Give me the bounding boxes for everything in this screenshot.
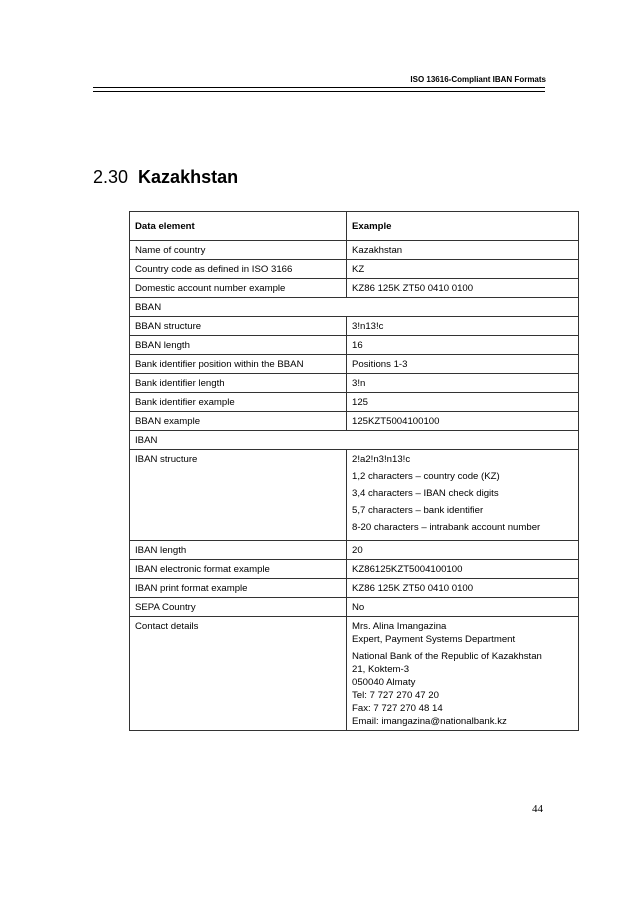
row-label: IBAN structure: [130, 450, 347, 541]
row-label: Bank identifier example: [130, 393, 347, 412]
section-title: Kazakhstan: [138, 167, 239, 187]
row-value: 3!n13!c: [347, 317, 579, 336]
row-label: IBAN print format example: [130, 579, 347, 598]
table-section-row-bban: [130, 298, 579, 317]
header-rule-thick: [93, 87, 545, 88]
contact-line: National Bank of the Republic of Kazakhstan: [352, 651, 542, 662]
iban-structure-line: 5,7 characters – bank identifier: [352, 505, 484, 516]
row-label: Contact details: [130, 617, 347, 731]
table-row: [130, 541, 579, 560]
contact-line: 050040 Almaty: [352, 677, 416, 688]
iban-structure-line: 2!a2!n3!n13!c: [352, 454, 411, 465]
section-heading: [93, 167, 238, 188]
table-row: [130, 355, 579, 374]
row-label: BBAN example: [130, 412, 347, 431]
row-value: KZ86125KZT5004100100: [347, 560, 579, 579]
contact-line: Email: imangazina@nationalbank.kz: [352, 716, 507, 727]
row-value: 125: [347, 393, 579, 412]
table-row: [130, 336, 579, 355]
table-row: [130, 617, 579, 731]
table-row: [130, 560, 579, 579]
column-header-data-element: Data element: [130, 212, 347, 241]
iban-structure-line: 1,2 characters – country code (KZ): [352, 471, 500, 482]
row-label: IBAN length: [130, 541, 347, 560]
row-label: Country code as defined in ISO 3166: [130, 260, 347, 279]
section-label-iban: IBAN: [130, 431, 579, 450]
contact-line: Mrs. Alina Imangazina: [352, 621, 447, 632]
table-row: [130, 317, 579, 336]
contact-line: Tel: 7 727 270 47 20: [352, 690, 439, 701]
row-value: KZ: [347, 260, 579, 279]
running-header-title: ISO 13616-Compliant IBAN Formats: [410, 75, 546, 84]
table-section-row-iban: [130, 431, 579, 450]
row-value: 125KZT5004100100: [347, 412, 579, 431]
table-row: [130, 393, 579, 412]
contact-line: Fax: 7 727 270 48 14: [352, 703, 443, 714]
page-number: 44: [532, 803, 543, 815]
contact-line: 21, Koktem-3: [352, 664, 410, 675]
iban-structure-line: 3,4 characters – IBAN check digits: [352, 488, 499, 499]
row-value: KZ86 125K ZT50 0410 0100: [347, 279, 579, 298]
table-row: [130, 374, 579, 393]
section-number: 2.30: [93, 167, 129, 187]
table-row: [130, 412, 579, 431]
row-value: 3!n: [347, 374, 579, 393]
row-value-multiline: [347, 450, 579, 541]
row-label: Bank identifier position within the BBAN: [130, 355, 347, 374]
row-value: Positions 1-3: [347, 355, 579, 374]
section-label-bban: BBAN: [130, 298, 579, 317]
row-value: No: [347, 598, 579, 617]
iban-format-table: [129, 211, 579, 731]
row-value: 16: [347, 336, 579, 355]
table-row: [130, 241, 579, 260]
column-header-example: Example: [347, 212, 579, 241]
row-value: Kazakhstan: [347, 241, 579, 260]
row-label: SEPA Country: [130, 598, 347, 617]
table-row: [130, 579, 579, 598]
table-row: [130, 450, 579, 541]
table-header-row: [130, 212, 579, 241]
row-label: IBAN electronic format example: [130, 560, 347, 579]
iban-structure-line: 8-20 characters – intrabank account number: [352, 522, 541, 533]
row-value: KZ86 125K ZT50 0410 0100: [347, 579, 579, 598]
row-label: Name of country: [130, 241, 347, 260]
row-label: BBAN length: [130, 336, 347, 355]
row-label: BBAN structure: [130, 317, 347, 336]
row-value: 20: [347, 541, 579, 560]
contact-line: Expert, Payment Systems Department: [352, 634, 516, 645]
table-row: [130, 279, 579, 298]
table-row: [130, 598, 579, 617]
header-rule-thin: [93, 91, 545, 92]
row-label: Bank identifier length: [130, 374, 347, 393]
row-value-multiline: [347, 617, 579, 731]
row-label: Domestic account number example: [130, 279, 347, 298]
table-row: [130, 260, 579, 279]
